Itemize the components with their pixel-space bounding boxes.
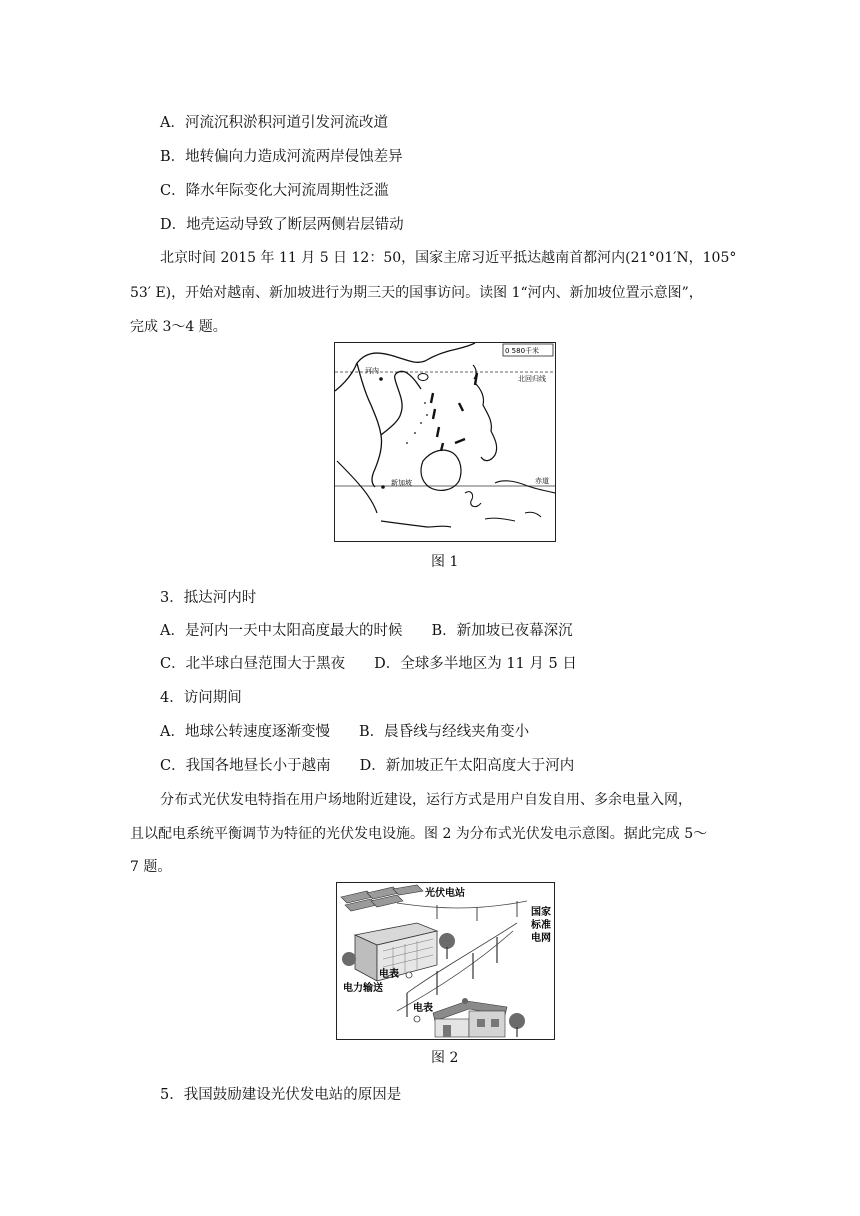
figure1-map (334, 342, 556, 542)
island-dot (424, 402, 426, 404)
hanoi-marker (379, 377, 383, 381)
boundary-dashes (431, 373, 477, 451)
mainland-coast (335, 343, 475, 487)
transmission-label: 电力输送 (343, 983, 383, 994)
meter-icon (406, 972, 412, 978)
philippines (475, 383, 497, 461)
option-c: C．降水年际变化大河流周期性泛滥 (160, 183, 389, 199)
tree-icon (342, 952, 356, 966)
tropic-label: 北回归线 (518, 375, 546, 383)
lesser-islands (485, 512, 541, 521)
figure2-caption: 图 2 (431, 1050, 459, 1066)
grid-label-2: 标准 (531, 920, 551, 931)
island-dot (406, 442, 408, 444)
passage2-line3: 7 题。 (130, 859, 172, 875)
option-d: D．地壳运动导致了断层两侧岩层错动 (160, 217, 404, 233)
singapore-label: 新加坡 (391, 479, 412, 487)
q3-options-row2: C．北半球白昼范围大于黑夜 D．全球多半地区为 11 月 5 日 (160, 656, 577, 672)
figure1-caption: 图 1 (431, 554, 459, 570)
grid-poles (437, 901, 517, 921)
q4-options-row2: C．我国各地昼长小于越南 D．新加坡正午太阳高度大于河内 (160, 758, 575, 774)
scale-label: 0 580千米 (505, 347, 540, 355)
equator-label: 赤道 (535, 477, 549, 485)
q3-options-row1: A．是河内一天中太阳高度最大的时候 B．新加坡已夜幕深沉 (160, 623, 573, 639)
meter1-label: 电表 (379, 969, 399, 980)
house (433, 998, 507, 1037)
tree-icon (509, 1013, 525, 1029)
meter2-label: 电表 (413, 1003, 433, 1014)
grid-wire (397, 901, 527, 908)
borneo (421, 450, 461, 490)
map-svg (335, 343, 555, 541)
passage1-line1: 北京时间 2015 年 11 月 5 日 12：50，国家主席习近平抵达越南首都河内(21°01′N，105° (160, 250, 737, 266)
figure2-diagram (336, 882, 555, 1040)
station-label: 光伏电站 (425, 888, 465, 899)
island-dot (426, 414, 428, 416)
passage1-line3: 完成 3～4 题。 (130, 319, 227, 335)
java (381, 521, 451, 527)
q4-stem: 4．访问期间 (160, 690, 242, 706)
sumatra (337, 461, 377, 513)
solar-panel-array (341, 885, 423, 911)
island-dot (414, 432, 416, 434)
pv-svg (337, 883, 554, 1039)
option-b: B．地转偏向力造成河流两岸侵蚀差异 (160, 149, 403, 165)
q3-stem: 3．抵达河内时 (160, 590, 257, 606)
hainan-island (418, 374, 428, 381)
hanoi-label: 河内 (365, 367, 379, 375)
q5-stem: 5．我国鼓励建设光伏发电站的原因是 (160, 1087, 402, 1103)
island-dot (420, 422, 422, 424)
singapore-marker (381, 485, 385, 489)
grid-label-1: 国家 (531, 907, 551, 918)
passage2-line2: 且以配电系统平衡调节为特征的光伏发电设施。图 2 为分布式光伏发电示意图。据此完成 5～ (130, 826, 708, 842)
option-a: A．河流沉积淤积河道引发河流改道 (160, 115, 388, 131)
passage2-line1: 分布式光伏发电特指在用户场地附近建设，运行方式是用户自发自用、多余电量入网， (160, 792, 692, 808)
grid-label-3: 电网 (531, 933, 551, 944)
meter-icon (414, 1016, 420, 1022)
sulawesi (465, 492, 481, 507)
passage1-line2: 53′ E)，开始对越南、新加坡进行为期三天的国事访问。读图 1“河内、新加坡位置示意图”， (130, 285, 703, 301)
q4-options-row1: A．地球公转速度逐渐变慢 B．晨昏线与经线夹角变小 (160, 724, 530, 740)
tree-icon (439, 933, 455, 949)
